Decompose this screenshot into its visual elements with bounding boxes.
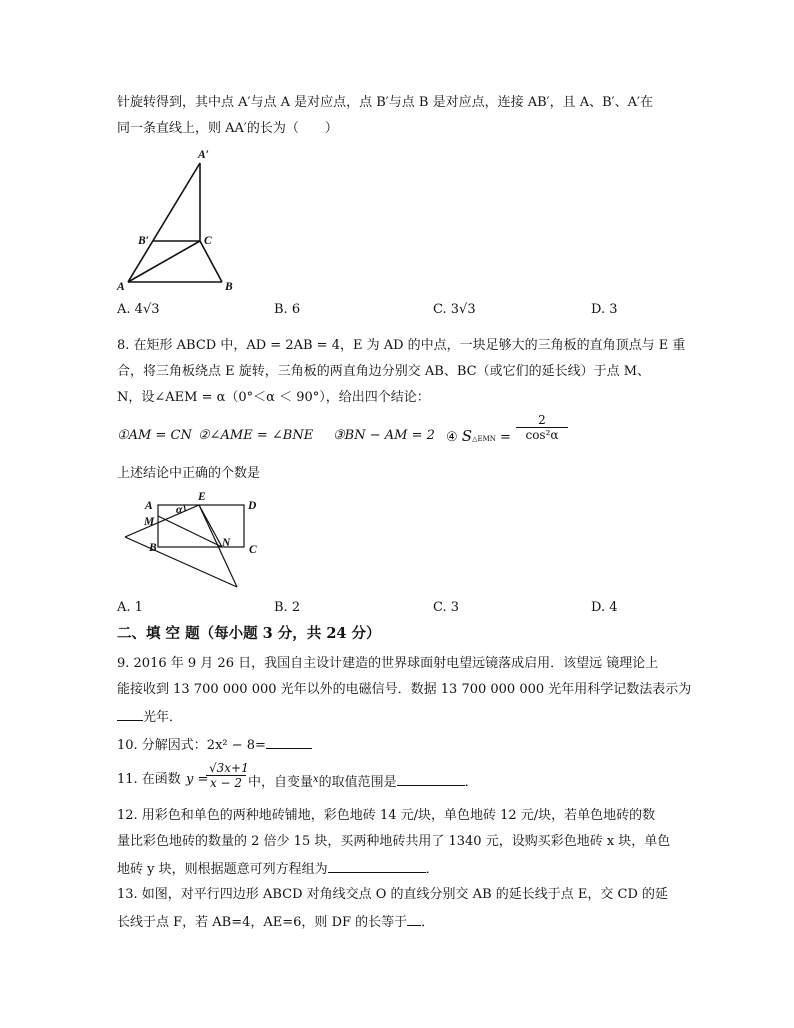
q8-option-d: D. 4: [591, 600, 618, 615]
q7-option-d: D. 3: [591, 302, 618, 317]
q11-suffix: 中，自变量$^x$的取值范围是 ．: [248, 774, 478, 790]
q12-answer-blank[interactable]: [328, 860, 426, 873]
q10-answer-blank[interactable]: [266, 736, 312, 749]
q9-answer-blank[interactable]: [117, 708, 143, 721]
q8-label-n: N: [222, 537, 231, 549]
q8-option-c: C. 3: [433, 600, 460, 615]
q13-line-1: 13. 如图，对平行四边形 ABCD 对角线交点 O 的直线分别交 AB 的延长线于点 E，交 CD 的延: [117, 887, 669, 902]
q10-line: 10. 分解因式：2x² − 8=: [117, 736, 312, 754]
q7-label-b-prime: B′: [138, 235, 149, 247]
section-title: 二、填 空 题（每小题 3 分，共 24 分）: [117, 625, 381, 642]
q11-answer-blank[interactable]: [397, 773, 465, 786]
q11-fraction: $\frac{√3x+1}{x - 2}$: [206, 761, 246, 790]
q7-option-a: A. 4√3: [117, 302, 160, 317]
q9-line-1: 9. 2016 年 9 月 26 日，我国自主设计建造的世界球面射电望远镜落成启用．该望远 镜理论上: [117, 656, 659, 671]
q8-option-a: A. 1: [117, 600, 143, 615]
q7-label-a-prime: A′: [198, 149, 209, 161]
q8-line-3: N，设∠AEM = α（0°＜α ＜ 90°），给出四个结论：: [117, 390, 430, 405]
q13-line-2: 长线于点 F，若 AB=4，AE=6，则 DF 的长等于 ．: [117, 915, 435, 930]
q8-label-d: D: [248, 500, 257, 512]
q8-label-c: C: [249, 544, 257, 556]
q11-prefix: 11. 在函数: [117, 772, 181, 787]
q8-line-1: 8. 在矩形 ABCD 中，AD = 2AB = 4，E 为 AD 的中点，一块足够大的三角板的直角顶点与 E 重: [117, 338, 686, 353]
q13-answer-blank[interactable]: [407, 913, 421, 926]
q8-conclusion-3: ③BN − AM = 2: [333, 428, 435, 443]
q11-y-eq: y =: [186, 772, 209, 787]
q8-label-alpha: α: [176, 504, 183, 516]
q12-line-1: 12. 用彩色和单色的两种地砖铺地，彩色地砖 14 元/块，单色地砖 12 元/块，若单色地砖的数: [117, 808, 656, 823]
q8-label-e: E: [198, 491, 206, 503]
q12-line-2: 量比彩色地砖的数量的 2 倍少 15 块，买两种地砖共用了 1340 元，设购买彩色地砖 x 块，单色: [117, 834, 671, 849]
q9-line-2: 能接收到 13 700 000 000 光年以外的电磁信号．数据 13 700 000 000 光年用科学记数法表示为: [117, 682, 692, 697]
q7-line-1: 针旋转得到，其中点 A′与点 A 是对应点，点 B′与点 B 是对应点，连接 AB′，且 A、B′、A′在: [117, 95, 653, 110]
q7-label-c: C: [204, 235, 212, 247]
q7-label-a: A: [117, 281, 125, 293]
q8-label-b: B: [149, 542, 157, 554]
q8-conclusion-1: ①AM = CN: [117, 428, 192, 443]
q8-conclusion-4-fraction: $\frac{2}{\text{cos²α}}$: [516, 413, 568, 442]
q8-option-b: B. 2: [274, 600, 301, 615]
q8-label-m: M: [144, 516, 155, 528]
q8-conclusion-4: ④ S△EMN =: [446, 427, 511, 445]
q7-option-c: C. 3√3: [433, 302, 476, 317]
q8-conclusion-2: ②∠AME = ∠BNE: [198, 428, 314, 443]
q7-option-b: B. 6: [274, 302, 301, 317]
q8-line-2: 合，将三角板绕点 E 旋转，三角板的两直角边分别交 AB、BC（或它们的延长线）于点 M、: [117, 364, 651, 379]
q9-line-3: 光年．: [117, 708, 182, 726]
q8-line-4: 上述结论中正确的个数是: [117, 466, 261, 481]
q8-label-a: A: [145, 500, 153, 512]
q7-line-2: 同一条直线上，则 AA′的长为（ ）: [117, 121, 338, 136]
q7-label-b: B: [225, 281, 233, 293]
q12-line-3: 地砖 y 块，则根据题意可列方程组为 ．: [117, 862, 439, 877]
